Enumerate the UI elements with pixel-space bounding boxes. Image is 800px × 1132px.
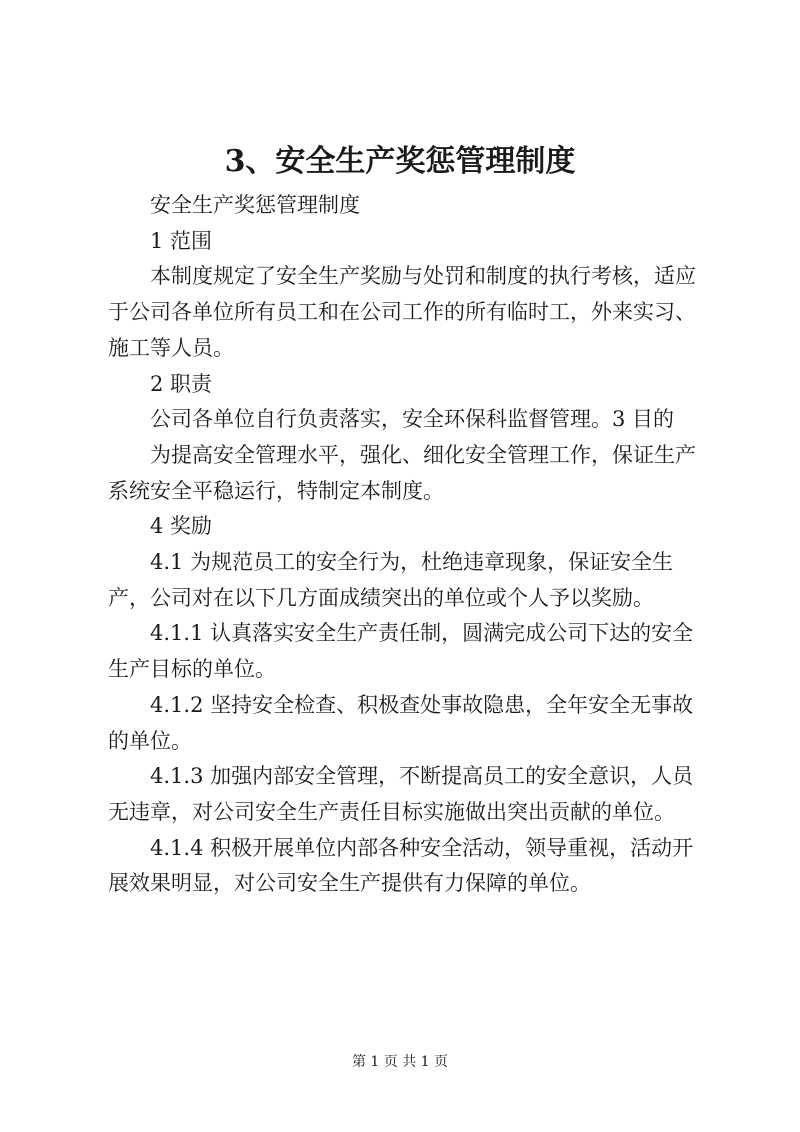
section-heading: 1 范围 xyxy=(150,228,213,253)
paragraph: 公司各单位自行负责落实，安全环保科监督管理。3 目的 xyxy=(150,407,675,432)
document-body xyxy=(108,188,708,902)
paragraph: 4.1 为规范员工的安全行为，杜绝违章现象，保证安全生产，公司对在以下几方面成绩突出的单位或个人予以奖励。 xyxy=(108,550,674,610)
paragraph: 4.1.4 积极开展单位内部各种安全活动，领导重视，活动开展效果明显，对公司安全生产提供有力保障的单位。 xyxy=(108,835,694,896)
section-heading: 2 职责 xyxy=(150,371,213,396)
section-heading: 4 奖励 xyxy=(150,514,213,539)
page-footer: 第 1 页 共 1 页 xyxy=(351,1054,449,1070)
paragraph: 本制度规定了安全生产奖励与处罚和制度的执行考核，适应于公司各单位所有员工和在公司工作的所有临时工，外来实习、施工等人员。 xyxy=(108,264,696,360)
paragraph: 4.1.2 坚持安全检查、积极查处事故隐患，全年安全无事故的单位。 xyxy=(108,692,694,753)
paragraph: 4.1.3 加强内部安全管理，不断提高员工的安全意识，人员无违章，对公司安全生产责任目标实施做出突出贡献的单位。 xyxy=(108,764,694,824)
document-title: 3、安全生产奖惩管理制度 xyxy=(224,144,576,179)
paragraph: 4.1.1 认真落实安全生产责任制，圆满完成公司下达的安全生产目标的单位。 xyxy=(108,621,694,682)
paragraph: 为提高安全管理水平，强化、细化安全管理工作，保证生产系统安全平稳运行，特制定本制度。 xyxy=(108,442,696,503)
paragraph: 安全生产奖惩管理制度 xyxy=(150,193,360,217)
